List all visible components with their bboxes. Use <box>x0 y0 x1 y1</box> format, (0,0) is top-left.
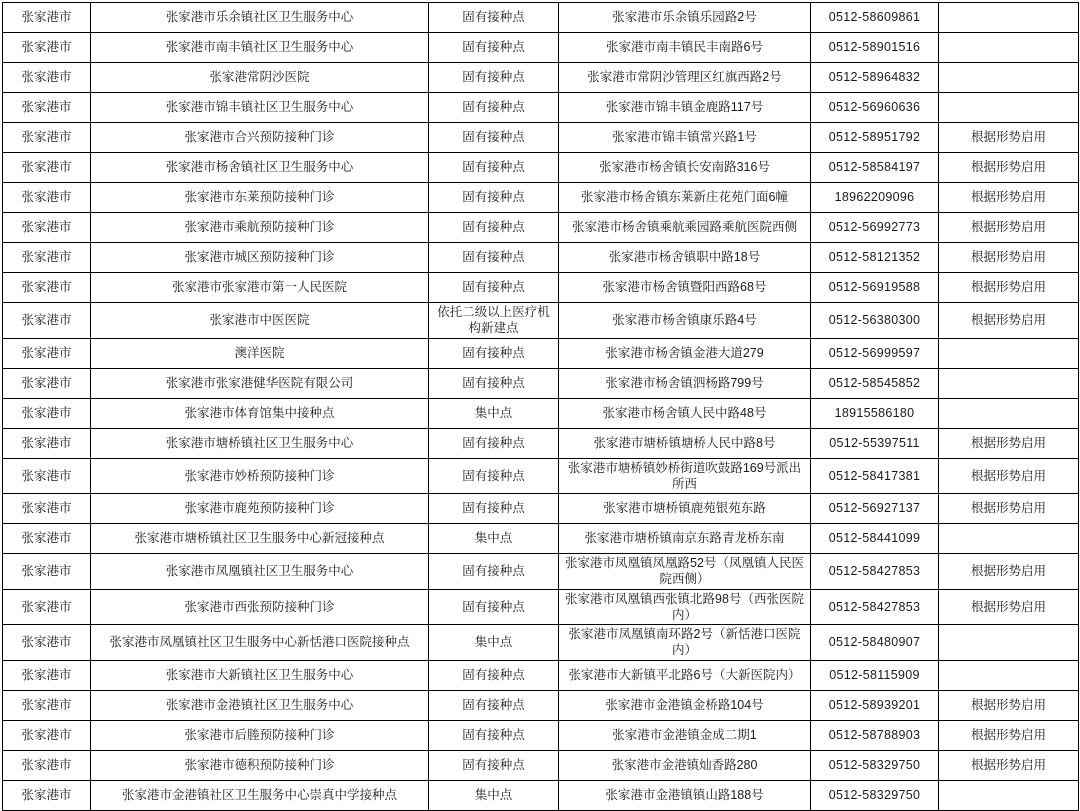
cell-phone: 0512-58939201 <box>811 690 939 720</box>
cell-type: 集中点 <box>429 524 559 554</box>
cell-address: 张家港市塘桥镇妙桥街道吹鼓路169号派出所西 <box>559 458 811 494</box>
cell-phone: 0512-56380300 <box>811 303 939 339</box>
cell-name: 张家港市塘桥镇社区卫生服务中心 <box>91 428 429 458</box>
table-row <box>3 398 1079 428</box>
cell-phone: 0512-56992773 <box>811 213 939 243</box>
cell-address: 张家港市凤凰镇西张镇北路98号（西张医院内） <box>559 589 811 625</box>
cell-city: 张家港市 <box>3 690 91 720</box>
table-row <box>3 3 1079 33</box>
cell-address: 张家港市杨舍镇暨阳西路68号 <box>559 273 811 303</box>
cell-address: 张家港市杨舍镇职中路18号 <box>559 243 811 273</box>
cell-type: 固有接种点 <box>429 660 559 690</box>
cell-remark: 根据形势启用 <box>939 720 1079 750</box>
cell-address: 张家港市凤凰镇南环路2号（新恬港口医院内） <box>559 625 811 661</box>
cell-city: 张家港市 <box>3 750 91 780</box>
table-row <box>3 554 1079 590</box>
cell-type: 集中点 <box>429 398 559 428</box>
cell-city: 张家港市 <box>3 720 91 750</box>
cell-phone: 0512-58584197 <box>811 153 939 183</box>
cell-city: 张家港市 <box>3 213 91 243</box>
cell-address: 张家港市塘桥镇鹿苑银苑东路 <box>559 494 811 524</box>
cell-name: 张家港市合兴预防接种门诊 <box>91 123 429 153</box>
cell-name: 张家港市妙桥预防接种门诊 <box>91 458 429 494</box>
cell-name: 张家港市凤凰镇社区卫生服务中心 <box>91 554 429 590</box>
cell-type: 固有接种点 <box>429 93 559 123</box>
cell-phone: 0512-56919588 <box>811 273 939 303</box>
cell-address: 张家港市杨舍镇泗杨路799号 <box>559 368 811 398</box>
table-row <box>3 720 1079 750</box>
cell-type: 固有接种点 <box>429 458 559 494</box>
cell-address: 张家港市杨舍镇康乐路4号 <box>559 303 811 339</box>
cell-name: 张家港市金港镇社区卫生服务中心崇真中学接种点 <box>91 780 429 810</box>
cell-address: 张家港市金港镇金成二期1 <box>559 720 811 750</box>
cell-remark: 根据形势启用 <box>939 273 1079 303</box>
table-row <box>3 625 1079 661</box>
cell-type: 固有接种点 <box>429 554 559 590</box>
cell-phone: 0512-58951792 <box>811 123 939 153</box>
cell-type: 固有接种点 <box>429 750 559 780</box>
cell-city: 张家港市 <box>3 93 91 123</box>
cell-remark <box>939 524 1079 554</box>
cell-city: 张家港市 <box>3 123 91 153</box>
cell-city: 张家港市 <box>3 660 91 690</box>
table-row <box>3 690 1079 720</box>
cell-remark <box>939 3 1079 33</box>
cell-address: 张家港市乐余镇乐园路2号 <box>559 3 811 33</box>
table-row <box>3 780 1079 810</box>
cell-address: 张家港市杨舍镇长安南路316号 <box>559 153 811 183</box>
cell-name: 张家港市西张预防接种门诊 <box>91 589 429 625</box>
cell-city: 张家港市 <box>3 524 91 554</box>
cell-name: 张家港市张家港市第一人民医院 <box>91 273 429 303</box>
cell-remark <box>939 625 1079 661</box>
cell-address: 张家港市塘桥镇塘桥人民中路8号 <box>559 428 811 458</box>
cell-type: 固有接种点 <box>429 428 559 458</box>
cell-phone: 18962209096 <box>811 183 939 213</box>
cell-type: 固有接种点 <box>429 3 559 33</box>
cell-address: 张家港市塘桥镇南京东路青龙桥东南 <box>559 524 811 554</box>
cell-address: 张家港市金港镇镇山路188号 <box>559 780 811 810</box>
cell-name: 张家港市德积预防接种门诊 <box>91 750 429 780</box>
cell-phone: 0512-58964832 <box>811 63 939 93</box>
cell-address: 张家港市金港镇灿香路280 <box>559 750 811 780</box>
cell-phone: 0512-55397511 <box>811 428 939 458</box>
cell-name: 张家港市杨舍镇社区卫生服务中心 <box>91 153 429 183</box>
cell-address: 张家港市杨舍镇东莱新庄花苑门面6幢 <box>559 183 811 213</box>
cell-address: 张家港市金港镇金桥路104号 <box>559 690 811 720</box>
cell-phone: 0512-58545852 <box>811 368 939 398</box>
cell-city: 张家港市 <box>3 338 91 368</box>
cell-city: 张家港市 <box>3 554 91 590</box>
table-row <box>3 213 1079 243</box>
cell-type: 固有接种点 <box>429 720 559 750</box>
cell-address: 张家港市大新镇平北路6号（大新医院内） <box>559 660 811 690</box>
cell-address: 张家港市锦丰镇常兴路1号 <box>559 123 811 153</box>
cell-name: 张家港市鹿苑预防接种门诊 <box>91 494 429 524</box>
cell-phone: 0512-58901516 <box>811 33 939 63</box>
cell-phone: 0512-58480907 <box>811 625 939 661</box>
cell-address: 张家港市常阴沙管理区红旗西路2号 <box>559 63 811 93</box>
cell-type: 固有接种点 <box>429 123 559 153</box>
cell-type: 固有接种点 <box>429 243 559 273</box>
table-row <box>3 589 1079 625</box>
cell-remark: 根据形势启用 <box>939 153 1079 183</box>
cell-phone: 0512-58115909 <box>811 660 939 690</box>
cell-remark: 根据形势启用 <box>939 458 1079 494</box>
cell-address: 张家港市杨舍镇金港大道279 <box>559 338 811 368</box>
cell-address: 张家港市南丰镇民丰南路6号 <box>559 33 811 63</box>
vaccination-sites-table <box>2 2 1079 811</box>
cell-address: 张家港市凤凰镇凤凰路52号（凤凰镇人民医院西侧） <box>559 554 811 590</box>
table-row <box>3 458 1079 494</box>
cell-phone: 0512-58427853 <box>811 589 939 625</box>
table-row <box>3 368 1079 398</box>
cell-name: 张家港市金港镇社区卫生服务中心 <box>91 690 429 720</box>
cell-type: 固有接种点 <box>429 273 559 303</box>
cell-remark: 根据形势启用 <box>939 428 1079 458</box>
cell-city: 张家港市 <box>3 183 91 213</box>
cell-remark <box>939 660 1079 690</box>
table-row <box>3 273 1079 303</box>
cell-city: 张家港市 <box>3 780 91 810</box>
table-row <box>3 750 1079 780</box>
cell-name: 张家港市体育馆集中接种点 <box>91 398 429 428</box>
cell-remark: 根据形势启用 <box>939 750 1079 780</box>
table-row <box>3 63 1079 93</box>
cell-name: 张家港市乐余镇社区卫生服务中心 <box>91 3 429 33</box>
cell-type: 固有接种点 <box>429 338 559 368</box>
cell-type: 依托二级以上医疗机构新建点 <box>429 303 559 339</box>
cell-name: 张家港市城区预防接种门诊 <box>91 243 429 273</box>
cell-city: 张家港市 <box>3 625 91 661</box>
cell-address: 张家港市杨舍镇人民中路48号 <box>559 398 811 428</box>
cell-city: 张家港市 <box>3 243 91 273</box>
cell-city: 张家港市 <box>3 428 91 458</box>
cell-phone: 0512-56927137 <box>811 494 939 524</box>
cell-phone: 0512-56960636 <box>811 93 939 123</box>
cell-address: 张家港市锦丰镇金鹿路117号 <box>559 93 811 123</box>
cell-phone: 0512-58788903 <box>811 720 939 750</box>
cell-city: 张家港市 <box>3 33 91 63</box>
cell-remark: 根据形势启用 <box>939 183 1079 213</box>
cell-name: 张家港市后塍预防接种门诊 <box>91 720 429 750</box>
cell-city: 张家港市 <box>3 273 91 303</box>
table-row <box>3 660 1079 690</box>
table-row <box>3 428 1079 458</box>
cell-remark <box>939 398 1079 428</box>
table-row <box>3 524 1079 554</box>
cell-name: 张家港市大新镇社区卫生服务中心 <box>91 660 429 690</box>
cell-name: 张家港市凤凰镇社区卫生服务中心新恬港口医院接种点 <box>91 625 429 661</box>
cell-city: 张家港市 <box>3 153 91 183</box>
cell-phone: 0512-58329750 <box>811 780 939 810</box>
cell-name: 张家港市乘航预防接种门诊 <box>91 213 429 243</box>
table-row <box>3 303 1079 339</box>
cell-type: 固有接种点 <box>429 63 559 93</box>
cell-remark: 根据形势启用 <box>939 303 1079 339</box>
cell-name: 张家港市东莱预防接种门诊 <box>91 183 429 213</box>
cell-type: 固有接种点 <box>429 183 559 213</box>
cell-remark: 根据形势启用 <box>939 243 1079 273</box>
cell-name: 张家港市锦丰镇社区卫生服务中心 <box>91 93 429 123</box>
cell-remark <box>939 93 1079 123</box>
table-row <box>3 33 1079 63</box>
cell-city: 张家港市 <box>3 589 91 625</box>
cell-remark: 根据形势启用 <box>939 123 1079 153</box>
table-row <box>3 123 1079 153</box>
table-row <box>3 494 1079 524</box>
cell-name: 张家港市张家港健华医院有限公司 <box>91 368 429 398</box>
cell-type: 集中点 <box>429 780 559 810</box>
cell-phone: 0512-58417381 <box>811 458 939 494</box>
cell-remark: 根据形势启用 <box>939 213 1079 243</box>
table-row <box>3 93 1079 123</box>
cell-address: 张家港市杨舍镇乘航乘园路乘航医院西侧 <box>559 213 811 243</box>
cell-remark <box>939 63 1079 93</box>
table-row <box>3 153 1079 183</box>
cell-phone: 0512-58609861 <box>811 3 939 33</box>
cell-phone: 0512-58121352 <box>811 243 939 273</box>
cell-remark <box>939 368 1079 398</box>
cell-type: 固有接种点 <box>429 368 559 398</box>
cell-remark: 根据形势启用 <box>939 554 1079 590</box>
cell-name: 张家港市中医医院 <box>91 303 429 339</box>
cell-remark: 根据形势启用 <box>939 589 1079 625</box>
cell-remark <box>939 780 1079 810</box>
cell-phone: 0512-56999597 <box>811 338 939 368</box>
cell-phone: 18915586180 <box>811 398 939 428</box>
table-body <box>3 3 1079 811</box>
cell-phone: 0512-58427853 <box>811 554 939 590</box>
cell-type: 固有接种点 <box>429 494 559 524</box>
table-row <box>3 338 1079 368</box>
cell-name: 张家港常阴沙医院 <box>91 63 429 93</box>
cell-type: 固有接种点 <box>429 589 559 625</box>
cell-remark <box>939 338 1079 368</box>
cell-remark: 根据形势启用 <box>939 690 1079 720</box>
cell-city: 张家港市 <box>3 494 91 524</box>
cell-type: 固有接种点 <box>429 33 559 63</box>
table-row <box>3 243 1079 273</box>
cell-city: 张家港市 <box>3 3 91 33</box>
cell-name: 张家港市塘桥镇社区卫生服务中心新冠接种点 <box>91 524 429 554</box>
cell-remark <box>939 33 1079 63</box>
cell-city: 张家港市 <box>3 458 91 494</box>
cell-phone: 0512-58329750 <box>811 750 939 780</box>
cell-name: 澳洋医院 <box>91 338 429 368</box>
cell-city: 张家港市 <box>3 63 91 93</box>
table-row <box>3 183 1079 213</box>
cell-type: 集中点 <box>429 625 559 661</box>
cell-type: 固有接种点 <box>429 690 559 720</box>
cell-type: 固有接种点 <box>429 213 559 243</box>
cell-type: 固有接种点 <box>429 153 559 183</box>
cell-name: 张家港市南丰镇社区卫生服务中心 <box>91 33 429 63</box>
cell-phone: 0512-58441099 <box>811 524 939 554</box>
cell-remark: 根据形势启用 <box>939 494 1079 524</box>
cell-city: 张家港市 <box>3 368 91 398</box>
cell-city: 张家港市 <box>3 303 91 339</box>
cell-city: 张家港市 <box>3 398 91 428</box>
